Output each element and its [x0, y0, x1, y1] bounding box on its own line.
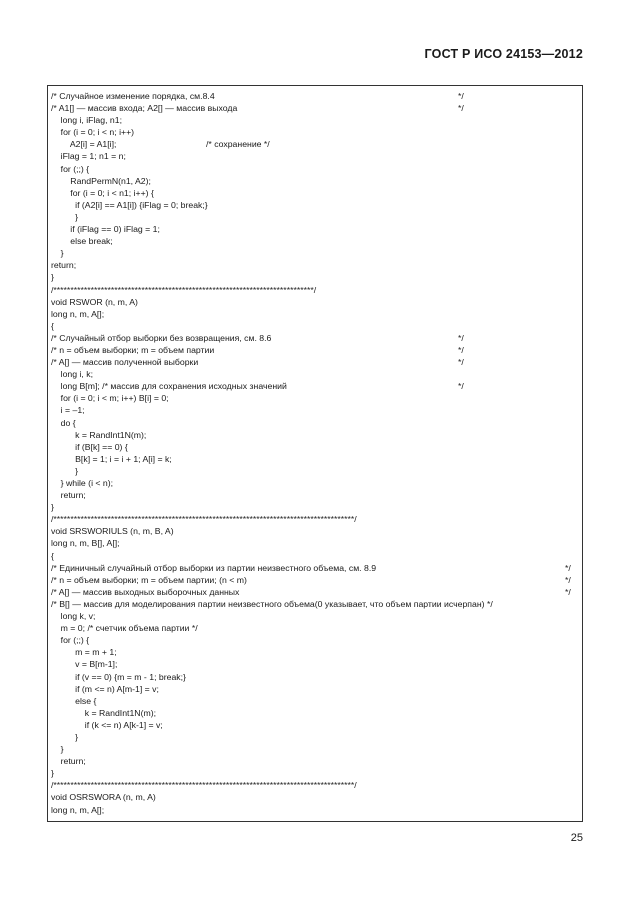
code-line [51, 646, 579, 658]
code-line-text: } [51, 211, 79, 222]
code-line-text: for (i = 0; i < n; i++) [51, 127, 135, 138]
code-line-text: /*****************************************************************************************/ [51, 780, 357, 791]
code-line-text: return; [51, 756, 86, 767]
comment-close: */ [458, 357, 464, 368]
code-line-text: { [51, 320, 54, 331]
code-line [51, 223, 579, 235]
code-line [51, 610, 579, 622]
code-line [51, 126, 579, 138]
code-line [51, 344, 579, 356]
code-line-text: /* Случайный отбор выборки без возвращения, см. 8.6 [51, 332, 272, 343]
code-line-text: /* Единичный случайный отбор выборки из партии неизвестного объема, см. 8.9 [51, 562, 377, 573]
code-line [51, 695, 579, 707]
code-line-text: if (B[k] == 0) { [51, 441, 128, 452]
code-line-text: k = RandInt1N(m); [51, 707, 157, 718]
code-line-text: long k, v; [51, 611, 96, 622]
code-line-text: if (v == 0) {m = m - 1; break;} [51, 671, 186, 682]
code-line [51, 308, 579, 320]
code-line [51, 163, 579, 175]
page-number: 25 [570, 832, 583, 844]
code-line-text: /* n = объем выборки; m = объем партии [51, 344, 215, 355]
code-line-text: if (A2[i] == A1[i]) {iFlag = 0; break;} [51, 199, 208, 210]
code-line [51, 465, 579, 477]
code-line [51, 779, 579, 791]
comment-close: */ [458, 332, 464, 343]
code-line-text: } [51, 502, 54, 513]
code-line-text: v = B[m-1]; [51, 659, 118, 670]
code-line [51, 235, 579, 247]
code-inline-comment: /* сохранение */ [206, 139, 270, 150]
code-line [51, 791, 579, 803]
code-line [51, 658, 579, 670]
code-line [51, 392, 579, 404]
code-line-text: else { [51, 695, 97, 706]
code-line [51, 187, 579, 199]
code-line-text: long i, k; [51, 369, 94, 380]
code-line-text: long B[m]; /* массив для сохранения исходных значений [51, 381, 287, 392]
code-line [51, 368, 579, 380]
comment-close: */ [565, 562, 571, 573]
code-line [51, 211, 579, 223]
code-line [51, 247, 579, 259]
code-line-text: else break; [51, 236, 113, 247]
code-line [51, 356, 579, 368]
code-line-text: if (iFlag == 0) iFlag = 1; [51, 224, 160, 235]
code-line [51, 743, 579, 755]
code-line-text: /* B[] — массив для моделирования партии неизвестного объема(0 указывает, что объем партии исчерпан) */ [51, 598, 493, 609]
code-line-text: { [51, 550, 54, 561]
code-line-text: } [51, 731, 79, 742]
comment-close: */ [458, 344, 464, 355]
code-line-text: return; [51, 490, 86, 501]
code-line-text: /* Случайное изменение порядка, см.8.4 [51, 91, 215, 101]
comment-close: */ [458, 103, 464, 114]
code-line [51, 513, 579, 525]
code-line-text: return; [51, 260, 77, 271]
code-line [51, 320, 579, 332]
code-line [51, 102, 579, 114]
code-line-text: void RSWOR (n, m, A) [51, 296, 138, 307]
code-line-text: B[k] = 1; i = i + 1; A[i] = k; [51, 453, 172, 464]
code-line-text: } [51, 744, 64, 755]
code-line [51, 767, 579, 779]
code-line [51, 453, 579, 465]
code-line [51, 404, 579, 416]
code-line-text: for (;;) { [51, 635, 90, 646]
code-line-text: } [51, 272, 54, 283]
code-line [51, 622, 579, 634]
code-line-text: long n, m, A[]; [51, 804, 105, 815]
code-listing-frame [47, 85, 583, 822]
code-line [51, 574, 579, 586]
code-line-text: A2[i] = A1[i]; [51, 139, 117, 150]
code-line [51, 417, 579, 429]
code-line-text: long i, iFlag, n1; [51, 115, 122, 126]
code-line [51, 271, 579, 283]
code-line-text: iFlag = 1; n1 = n; [51, 151, 126, 162]
code-line-text: k = RandInt1N(m); [51, 429, 147, 440]
code-line-text: if (m <= n) A[m-1] = v; [51, 683, 159, 694]
code-line [51, 114, 579, 126]
code-line [51, 525, 579, 537]
code-line [51, 380, 579, 392]
code-line-text: void OSRSWORA (n, m, A) [51, 792, 156, 803]
code-line [51, 755, 579, 767]
code-line [51, 296, 579, 308]
code-listing [51, 90, 579, 816]
code-line-text: if (k <= n) A[k-1] = v; [51, 719, 163, 730]
code-line [51, 138, 579, 150]
code-line [51, 477, 579, 489]
code-line-text: i = –1; [51, 405, 85, 416]
code-line [51, 598, 579, 610]
code-line [51, 550, 579, 562]
code-line-text: long n, m, A[]; [51, 308, 105, 319]
code-line [51, 731, 579, 743]
code-line [51, 683, 579, 695]
code-line [51, 719, 579, 731]
code-line [51, 671, 579, 683]
code-line [51, 634, 579, 646]
code-line [51, 489, 579, 501]
code-line-text: /*****************************************************************************************/ [51, 514, 357, 525]
code-line-text: } [51, 248, 64, 259]
comment-close: */ [565, 586, 571, 597]
code-line [51, 441, 579, 453]
code-line [51, 150, 579, 162]
document-header: ГОСТ Р ИСО 24153—2012 [424, 47, 583, 61]
code-line [51, 707, 579, 719]
code-line-text: do { [51, 417, 76, 428]
code-line-text: /*****************************************************************************/ [51, 284, 317, 295]
code-line-text: long n, m, B[], A[]; [51, 538, 120, 549]
code-line [51, 259, 579, 271]
code-line-text: for (i = 0; i < n1; i++) { [51, 187, 154, 198]
comment-close: */ [458, 91, 464, 101]
code-line-text: /* A1[] — массив входа; A2[] — массив выхода [51, 103, 238, 114]
code-line [51, 284, 579, 296]
code-line [51, 586, 579, 598]
comment-close: */ [458, 381, 464, 392]
code-line [51, 332, 579, 344]
code-line-text: /* n = объем выборки; m = объем партии; (n < m) [51, 574, 247, 585]
code-line-text: } while (i < n); [51, 478, 114, 488]
comment-close: */ [565, 574, 571, 585]
code-line-text: } [51, 465, 79, 476]
code-line-text: for (;;) { [51, 163, 90, 174]
code-line-text: m = m + 1; [51, 647, 117, 658]
code-line-text: } [51, 768, 54, 779]
code-line [51, 804, 579, 816]
code-line-text: m = 0; /* счетчик объема партии */ [51, 623, 198, 634]
code-line [51, 429, 579, 441]
code-line [51, 537, 579, 549]
code-line-text: void SRSWORIULS (n, m, B, A) [51, 526, 174, 537]
code-line [51, 199, 579, 211]
code-line [51, 90, 579, 102]
code-line-text: for (i = 0; i < m; i++) B[i] = 0; [51, 393, 169, 404]
code-line-text: /* A[] — массив полученной выборки [51, 357, 199, 368]
code-line [51, 175, 579, 187]
code-line-text: RandPermN(n1, A2); [51, 175, 151, 186]
code-line [51, 501, 579, 513]
code-line-text: /* A[] — массив выходных выборочных данных [51, 586, 240, 597]
code-line [51, 562, 579, 574]
